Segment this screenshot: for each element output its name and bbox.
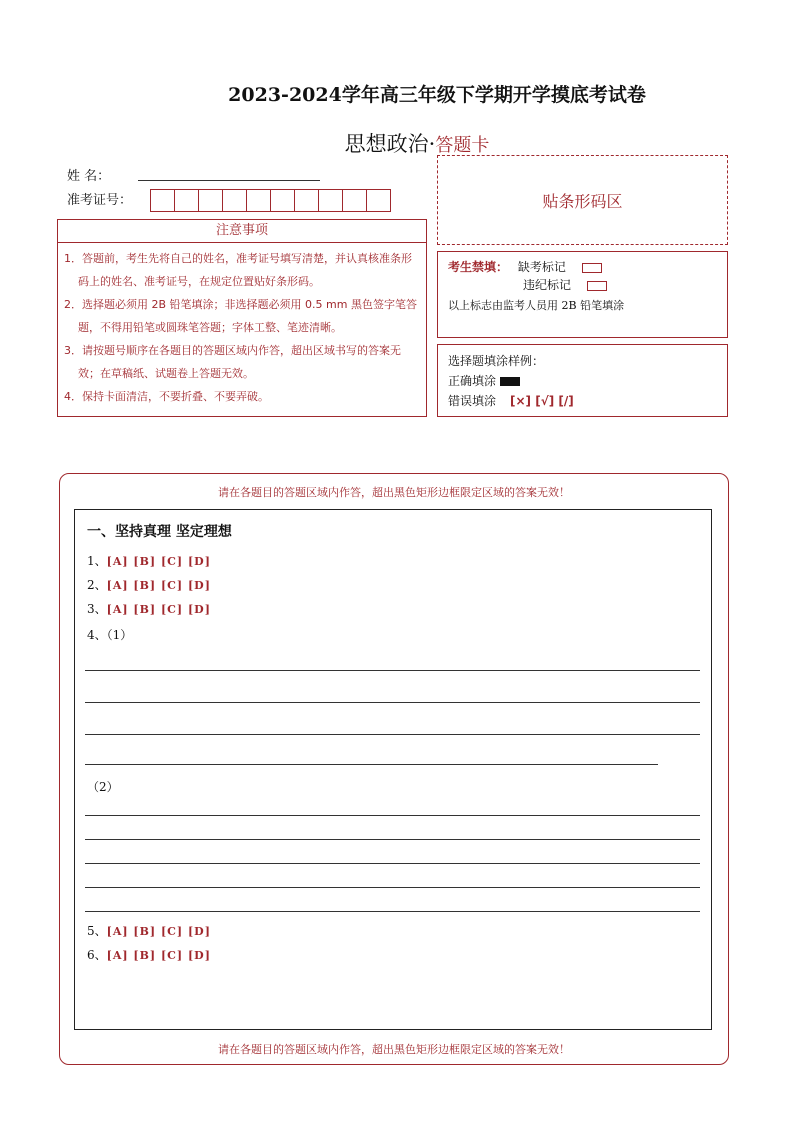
choice-options[interactable]: [A] [B] [C] [D]	[106, 949, 211, 962]
answer-line[interactable]	[85, 887, 700, 888]
notice-item: 2．选择题必须用 2B 铅笔填涂；非选择题必须用 0.5 mm 黑色签字笔答题，不得用铅笔或圆珠笔答题；字体工整、笔迹清晰。	[64, 298, 417, 334]
choice-options[interactable]: [A] [B] [C] [D]	[106, 925, 211, 938]
subject-title	[0, 128, 794, 158]
id-digit-box[interactable]	[150, 189, 175, 212]
question-1[interactable]	[87, 552, 211, 569]
absent-label: 缺考标记	[517, 260, 566, 274]
id-digit-box[interactable]	[366, 189, 391, 212]
correct-fill-sample	[500, 377, 520, 386]
warning-top: 请在各题目的答题区域内作答，超出黑色矩形边框限定区域的答案无效！	[218, 486, 570, 499]
answer-line[interactable]	[85, 670, 700, 671]
id-digit-box[interactable]	[294, 189, 319, 212]
ban-note: 以上标志由监考人员用 2B 铅笔填涂	[448, 299, 625, 312]
barcode-area: 贴条形码区	[437, 155, 728, 245]
question-5[interactable]	[87, 922, 211, 939]
absent-mark-box[interactable]	[582, 263, 602, 273]
answer-line[interactable]	[85, 702, 700, 703]
question-number: 2、	[87, 578, 107, 592]
question-number: 6、	[87, 948, 107, 962]
id-label: 准考证号：	[67, 193, 133, 208]
answer-line[interactable]	[85, 839, 700, 840]
notice-heading: 注意事项	[57, 219, 427, 243]
section-title: 一、坚持真理 坚定理想	[87, 524, 232, 540]
answer-line[interactable]	[85, 815, 700, 816]
card-label: 答题卡	[435, 135, 490, 156]
correct-label: 正确填涂	[448, 374, 497, 388]
choice-options[interactable]: [A] [B] [C] [D]	[106, 555, 211, 568]
choice-options[interactable]: [A] [B] [C] [D]	[106, 579, 211, 592]
answer-line[interactable]	[85, 734, 700, 735]
answer-line[interactable]	[85, 863, 700, 864]
sample-label: 选择题填涂样例：	[448, 354, 545, 368]
answer-line[interactable]	[85, 911, 700, 912]
id-digit-box[interactable]	[246, 189, 271, 212]
notice-item: 4．保持卡面清洁，不要折叠、不要弄破。	[64, 390, 269, 403]
violation-mark-box[interactable]	[587, 281, 607, 291]
id-digit-box[interactable]	[270, 189, 295, 212]
question-6[interactable]	[87, 946, 211, 963]
notice-list	[57, 242, 427, 417]
name-field[interactable]	[138, 180, 320, 181]
id-digit-box[interactable]	[198, 189, 223, 212]
name-label: 姓 名：	[67, 169, 111, 184]
wrong-label: 错误填涂	[448, 394, 497, 408]
question-number: 3、	[87, 602, 107, 616]
proctor-only-box	[437, 251, 728, 338]
ban-label: 考生禁填：	[448, 260, 509, 274]
fill-sample-box	[437, 344, 728, 417]
id-digit-box[interactable]	[342, 189, 367, 212]
id-number-boxes[interactable]	[151, 189, 391, 212]
question-2[interactable]	[87, 576, 211, 593]
question-number: 1、	[87, 554, 107, 568]
question-4-part-2: （2）	[87, 780, 119, 794]
notice-item: 1．答题前，考生先将自己的姓名，准考证号填写清楚，并认真核准条形码上的姓名、准考证号，在规定位置贴好条形码。	[64, 252, 412, 288]
id-digit-box[interactable]	[318, 189, 343, 212]
choice-options[interactable]: [A] [B] [C] [D]	[106, 603, 211, 616]
question-3[interactable]	[87, 600, 211, 617]
notice-item: 3．请按题号顺序在各题目的答题区域内作答，超出区域书写的答案无效；在草稿纸、试题卷上答题无效。	[64, 344, 401, 380]
id-digit-box[interactable]	[222, 189, 247, 212]
id-digit-box[interactable]	[174, 189, 199, 212]
exam-title: 2023-2024学年高三年级下学期开学摸底考试卷	[228, 84, 646, 106]
answer-line[interactable]	[85, 764, 658, 765]
question-4-part-1: 4、（1）	[87, 628, 133, 642]
violation-label: 违纪标记	[523, 278, 572, 292]
warning-bottom: 请在各题目的答题区域内作答，超出黑色矩形边框限定区域的答案无效！	[218, 1043, 570, 1056]
wrong-marks: [×] [√] [/]	[510, 394, 574, 408]
question-number: 5、	[87, 924, 107, 938]
subject-name: 思想政治·	[344, 132, 436, 156]
